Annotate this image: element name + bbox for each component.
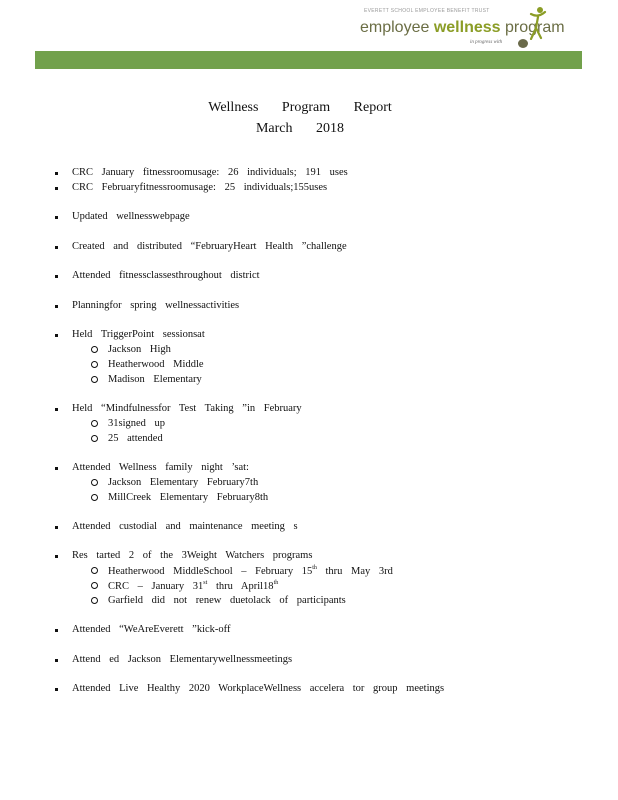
- logo-brand-part-2: wellness: [433, 19, 501, 36]
- ww-heatherwood-ordinal: th: [312, 565, 317, 571]
- person-figure-icon: [527, 6, 547, 40]
- sub-list-item: Jackson High: [108, 344, 171, 355]
- logo-tagline: in progress with: [470, 40, 503, 45]
- sub-list-item: [108, 565, 393, 577]
- ww-heatherwood-text: Heatherwood MiddleSchool – February 15: [108, 566, 313, 577]
- list-item: Attended Live Healthy 2020 WorkplaceWellness accelera tor group meetings: [72, 683, 445, 694]
- sub-list-item: 25 attended: [108, 433, 163, 444]
- list-item: Attend ed Jackson Elementarywellnessmeetings: [72, 654, 293, 665]
- sub-list-item: Madison Elementary: [108, 374, 202, 385]
- ww-crc-text: CRC – January 31: [108, 581, 204, 592]
- sub-list-item: Jackson Elementary February7th: [108, 477, 259, 488]
- list-item: Attended custodial and maintenance meeting s: [72, 521, 298, 532]
- logo-brand-part-3: program: [500, 19, 565, 36]
- sub-list-item: MillCreek Elementary February8th: [108, 492, 269, 503]
- sub-list-item: Heatherwood Middle: [108, 359, 204, 370]
- report-title: Wellness Program Report: [208, 100, 392, 115]
- list-item: Held TriggerPoint sessionsat: [72, 329, 205, 340]
- ww-heatherwood-end: thru May 3rd: [316, 566, 393, 577]
- sub-list-item: 31signed up: [108, 418, 166, 429]
- list-item: Res tarted 2 of the 3Weight Watchers programs: [72, 550, 313, 561]
- list-item: Created and distributed “FebruaryHeart Health ”challenge: [72, 241, 347, 252]
- logo-brand-part-1: employee: [360, 19, 434, 36]
- list-item: Attended Wellness family night ’sat:: [72, 462, 249, 473]
- ww-crc-ordinal-2: th: [273, 580, 279, 586]
- header-green-bar: [35, 51, 582, 69]
- ww-crc-ordinal-1: st: [203, 580, 208, 586]
- list-item: Planningfor spring wellnessactivities: [72, 300, 240, 311]
- ww-crc-mid: thru April18: [207, 581, 274, 592]
- report-date: March 2018: [255, 121, 345, 136]
- wellness-program-logo: [360, 6, 565, 52]
- list-item: CRC January fitnessroomusage: 26 individuals; 191 uses: [72, 167, 348, 178]
- sub-list-item: Garfield did not renew duetolack of participants: [108, 595, 346, 606]
- list-item: Held “Mindfulnessfor Test Taking ”in February: [72, 403, 302, 414]
- logo-badge-icon: [518, 39, 528, 48]
- list-item: CRC Februaryfitnessroomusage: 25 individuals;155uses: [72, 182, 328, 193]
- logo-district-text: EVERETT SCHOOL EMPLOYEE BENEFIT TRUST: [364, 8, 490, 14]
- sub-list-item: [108, 580, 278, 592]
- list-item: Updated wellnesswebpage: [72, 211, 190, 222]
- list-item: Attended fitnessclassesthroughout district: [72, 270, 260, 281]
- list-item: Attended “WeAreEverett ”kick-off: [72, 624, 231, 635]
